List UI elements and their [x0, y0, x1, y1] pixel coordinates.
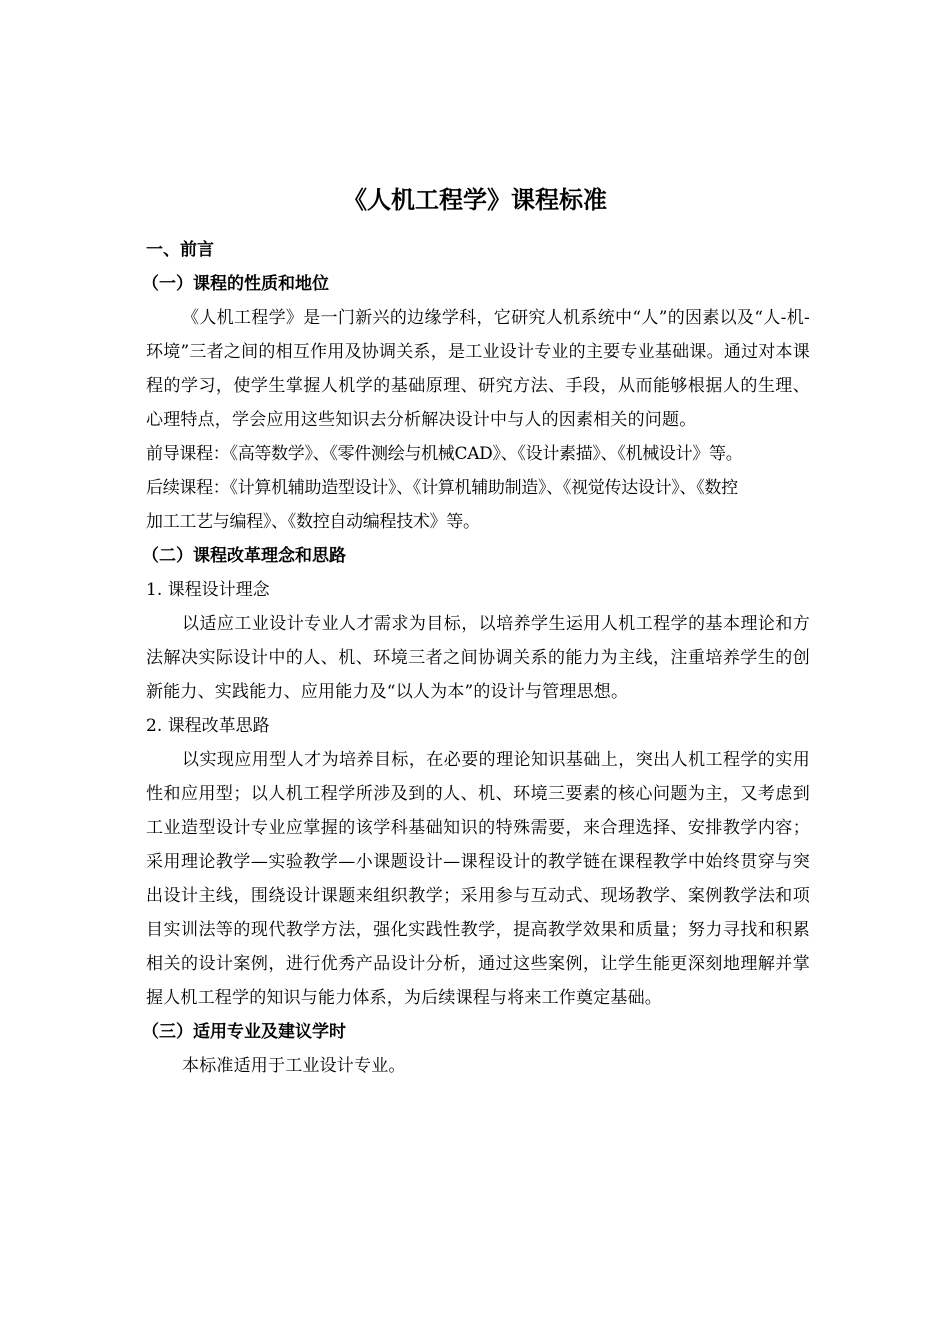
prerequisite-courses: 前导课程：《高等数学》、《零件测绘与机械CAD》、《设计素描》、《机械设计》等。 — [146, 444, 743, 464]
paragraph-applicable: 本标准适用于工业设计专业。 — [182, 1056, 406, 1076]
follow-up-courses-line-1: 后续课程：《计算机辅助造型设计》、《计算机辅助制造》、《视觉传达设计》、《数控 — [146, 478, 738, 498]
subsection-heading-applicable: （三）适用专业及建议学时 — [142, 1022, 346, 1042]
subsection-heading-nature: （一）课程的性质和地位 — [142, 274, 329, 294]
item-reform-approach: 2. 课程改革思路 — [146, 716, 270, 736]
section-heading-preface: 一、前言 — [146, 240, 214, 260]
paragraph-course-nature: 《人机工程学》是一门新兴的边缘学科，它研究人机系统中“人”的因素以及“人-机-环境”三者之间的相互作用及协调关系，是工业设计专业的主要专业基础课。通过对本课程的学习，使学生掌握人机学的基础原理、研究方法、手段，从而能够根据人的生理、心理特点，学会应用这些知识去分析解决设计中与人的因素相关的问题。 — [146, 308, 810, 430]
subsection-heading-reform: （二）课程改革理念和思路 — [142, 546, 346, 566]
document-title: 《人机工程学》课程标准 — [343, 185, 607, 214]
item-design-concept: 1. 课程设计理念 — [146, 580, 270, 600]
paragraph-reform-approach: 以实现应用型人才为培养目标，在必要的理论知识基础上，突出人机工程学的实用性和应用型；以人机工程学所涉及到的人、机、环境三要素的核心问题为主，又考虑到工业造型设计专业应掌握的该学科基础知识的特殊需要，来合理选择、安排教学内容；采用理论教学—实验教学—小课题设计—课程设计的教学链在课程教学中始终贯穿与突出设计主线，围绕设计课题来组织教学；采用参与互动式、现场教学、案例教学法和项目实训法等的现代教学方法，强化实践性教学，提高教学效果和质量；努力寻找和积累相关的设计案例，进行优秀产品设计分析，通过这些案例，让学生能更深刻地理解并掌握人机工程学的知识与能力体系，为后续课程与将来工作奠定基础。 — [146, 750, 810, 1008]
follow-up-courses-line-2: 加工工艺与编程》、《数控自动编程技术》等。 — [146, 512, 480, 532]
paragraph-design-concept: 以适应工业设计专业人才需求为目标，以培养学生运用人机工程学的基本理论和方法解决实际设计中的人、机、环境三者之间协调关系的能力为主线，注重培养学生的创新能力、实践能力、应用能力及“以人为本”的设计与管理思想。 — [146, 614, 810, 702]
document-body — [142, 233, 810, 1083]
